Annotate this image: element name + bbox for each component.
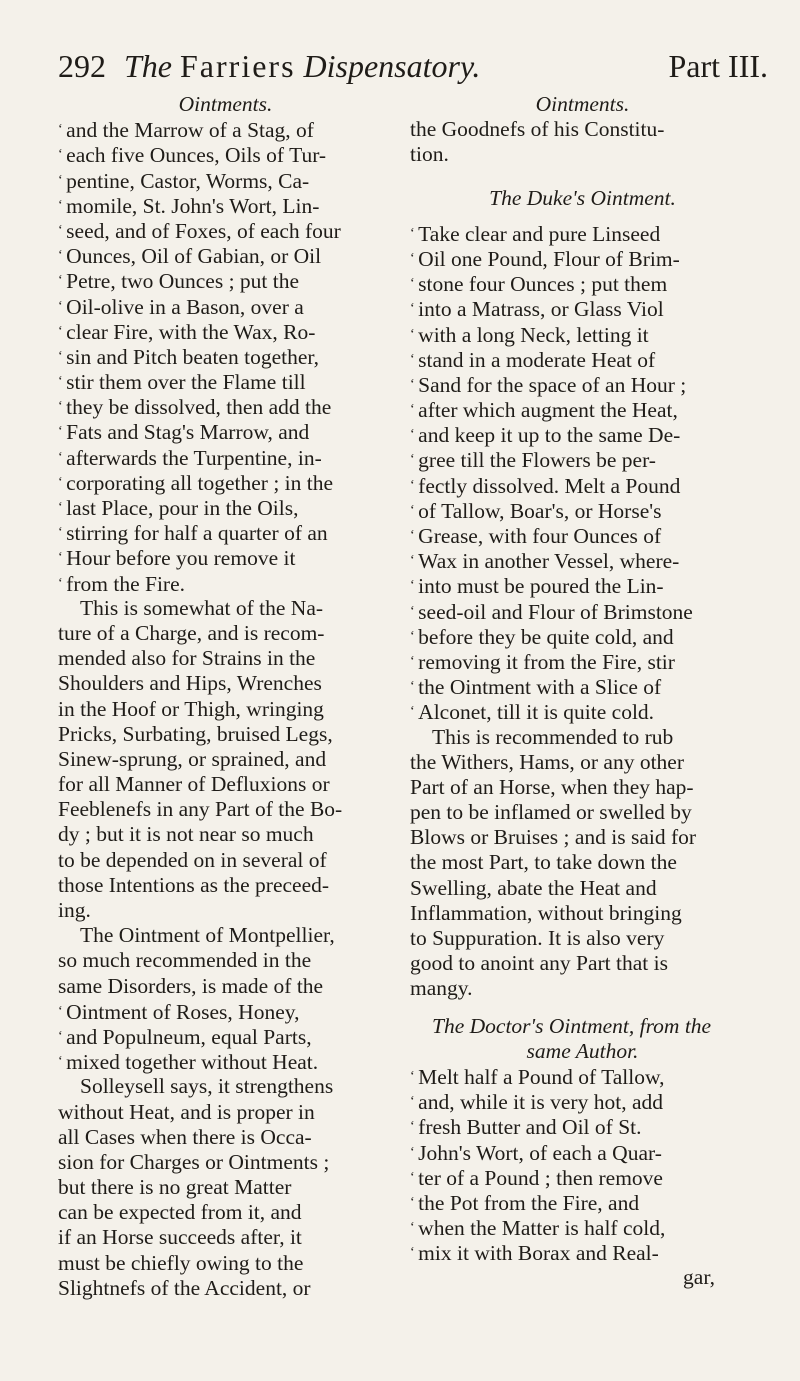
text-line: ‘ Oil one Pound, Flour of Brim- xyxy=(410,246,755,271)
text-line: Pricks, Surbating, bruised Legs, xyxy=(58,721,333,746)
text-line: ‘ pentine, Castor, Worms, Ca- xyxy=(58,168,393,193)
text-line: ‘ corporating all together ; in the xyxy=(58,470,393,495)
text-line: This is somewhat of the Na- xyxy=(80,595,324,620)
intro-line: tion. xyxy=(410,142,449,167)
catchword: gar, xyxy=(683,1265,715,1290)
text-line: This is recommended to rub xyxy=(432,724,674,749)
left-text-block xyxy=(58,117,393,1301)
page-number: 292 xyxy=(58,48,106,84)
text-line: ‘ after which augment the Heat, xyxy=(410,397,755,422)
right-column xyxy=(410,92,755,1291)
text-line: those Intentions as the preceed- xyxy=(58,872,330,897)
text-line: to be depended on in several of xyxy=(58,847,327,872)
text-line: in the Hoof or Thigh, wringing xyxy=(58,696,324,721)
text-line: ‘ Ounces, Oil of Gabian, or Oil xyxy=(58,243,393,268)
text-line: ‘ removing it from the Fire, stir xyxy=(410,649,755,674)
text-line: ‘ into a Matrass, or Glass Viol xyxy=(410,296,755,321)
text-line: if an Horse succeeds after, it xyxy=(58,1225,302,1250)
text-line: the Withers, Hams, or any other xyxy=(410,749,684,774)
text-line: the most Part, to take down the xyxy=(410,850,677,875)
text-line: sion for Charges or Ointments ; xyxy=(58,1149,330,1174)
text-line: Inflammation, without bringing xyxy=(410,900,682,925)
page-header xyxy=(58,44,768,88)
text-line: Blows or Bruises ; and is said for xyxy=(410,825,697,850)
text-line: ‘ Sand for the space of an Hour ; xyxy=(410,372,755,397)
text-line: ‘ stone four Ounces ; put them xyxy=(410,271,755,296)
text-line: ‘ Melt half a Pound of Tallow, xyxy=(410,1064,755,1089)
text-line: ‘ stir them over the Flame till xyxy=(58,369,393,394)
text-line: ‘ Wax in another Vessel, where- xyxy=(410,548,755,573)
text-line: must be chiefly owing to the xyxy=(58,1250,304,1275)
section-title-dukes-ointment: The Duke's Ointment. xyxy=(489,185,676,210)
dukes-ointment-text xyxy=(410,221,755,1002)
text-line: ‘ Oil-olive in a Bason, over a xyxy=(58,294,393,319)
text-line: Slightnefs of the Accident, or xyxy=(58,1275,311,1300)
text-line: ‘ they be dissolved, then add the xyxy=(58,394,393,419)
text-line: ‘ and keep it up to the same De- xyxy=(410,422,755,447)
text-line: for all Manner of Defluxions or xyxy=(58,772,330,797)
left-column xyxy=(58,92,393,1301)
doctors-ointment-text xyxy=(410,1064,755,1266)
text-line: ‘ Hour before you remove it xyxy=(58,545,393,570)
intro-line: the Goodnefs of his Constitu- xyxy=(410,117,665,142)
text-line: ‘ mix it with Borax and Real- xyxy=(410,1240,755,1265)
section-title-doctors-ointment: The Doctor's Ointment, from the xyxy=(432,1013,712,1038)
text-line: ‘ mixed together without Heat. xyxy=(58,1049,393,1074)
text-line: so much recommended in the xyxy=(58,948,312,973)
text-line: ‘ from the Fire. xyxy=(58,571,393,596)
text-line: pen to be inflamed or swelled by xyxy=(410,800,692,825)
text-line: mended also for Strains in the xyxy=(58,646,316,671)
text-line: ‘ into must be poured the Lin- xyxy=(410,573,755,598)
text-line: ing. xyxy=(58,898,91,922)
text-line: good to anoint any Part that is xyxy=(410,951,668,976)
right-running-head: Ointments. xyxy=(535,92,630,116)
text-line: ‘ stand in a moderate Heat of xyxy=(410,347,755,372)
text-line: ‘ Petre, two Ounces ; put the xyxy=(58,268,393,293)
text-line: same Disorders, is made of the xyxy=(58,973,324,998)
text-line: The Ointment of Montpellier, xyxy=(80,923,335,948)
text-line: ‘ fresh Butter and Oil of St. xyxy=(410,1114,755,1139)
text-line: ‘ last Place, pour in the Oils, xyxy=(58,495,393,520)
text-line: ‘ clear Fire, with the Wax, Ro- xyxy=(58,319,393,344)
title-dispensatory: Dispensatory. xyxy=(303,48,481,84)
text-line: ‘ stirring for half a quarter of an xyxy=(58,520,393,545)
text-line: Solleysell says, it strengthens xyxy=(80,1074,334,1099)
text-line: ‘ the Pot from the Fire, and xyxy=(410,1190,755,1215)
text-line: ‘ Grease, with four Ounces of xyxy=(410,523,755,548)
text-line: ‘ afterwards the Turpentine, in- xyxy=(58,445,393,470)
text-line: ‘ and Populneum, equal Parts, xyxy=(58,1024,393,1049)
text-line: Shoulders and Hips, Wrenches xyxy=(58,671,322,696)
text-line: ‘ when the Matter is half cold, xyxy=(410,1215,755,1240)
text-line: Sinew-sprung, or sprained, and xyxy=(58,746,327,771)
text-line: ‘ Alconet, till it is quite cold. xyxy=(410,699,755,724)
text-line: ‘ gree till the Flowers be per- xyxy=(410,447,755,472)
left-running-head: Ointments. xyxy=(178,92,273,116)
text-line: but there is no great Matter xyxy=(58,1175,292,1200)
text-line: Part of an Horse, when they hap- xyxy=(410,774,694,799)
title-the: The xyxy=(124,48,172,84)
text-line: ‘ and the Marrow of a Stag, of xyxy=(58,117,393,142)
text-line: Feeblenefs in any Part of the Bo- xyxy=(58,797,343,822)
text-line: dy ; but it is not near so much xyxy=(58,822,314,847)
text-line: ‘ seed, and of Foxes, of each four xyxy=(58,218,393,243)
text-line: ‘ and, while it is very hot, add xyxy=(410,1089,755,1114)
text-line: ‘ before they be quite cold, and xyxy=(410,624,755,649)
text-line: ‘ seed-oil and Flour of Brimstone xyxy=(410,599,755,624)
text-line: ‘ Fats and Stag's Marrow, and xyxy=(58,419,393,444)
text-line: ‘ Ointment of Roses, Honey, xyxy=(58,999,393,1024)
section-title-doctors-ointment-line2: same Author. xyxy=(526,1038,639,1063)
text-line: can be expected from it, and xyxy=(58,1200,302,1225)
text-line: ture of a Charge, and is recom- xyxy=(58,620,325,645)
text-line: to Suppuration. It is also very xyxy=(410,926,665,950)
text-line: ‘ of Tallow, Boar's, or Horse's xyxy=(410,498,755,523)
text-line: ‘ momile, St. John's Wort, Lin- xyxy=(58,193,393,218)
text-line: ‘ the Ointment with a Slice of xyxy=(410,674,755,699)
text-line: ‘ ter of a Pound ; then remove xyxy=(410,1165,755,1190)
text-line: all Cases when there is Occa- xyxy=(58,1124,312,1149)
text-line: ‘ with a long Neck, letting it xyxy=(410,322,755,347)
text-line: ‘ sin and Pitch beaten together, xyxy=(58,344,393,369)
title-farriers: Farriers xyxy=(180,48,296,84)
text-line: ‘ fectly dissolved. Melt a Pound xyxy=(410,473,755,498)
text-line: ‘ John's Wort, of each a Quar- xyxy=(410,1140,755,1165)
text-line: mangy. xyxy=(410,976,473,1001)
part-label: Part III. xyxy=(668,48,768,84)
text-line: without Heat, and is proper in xyxy=(58,1099,315,1124)
text-line: ‘ each five Ounces, Oils of Tur- xyxy=(58,142,393,167)
text-line: Swelling, abate the Heat and xyxy=(410,875,657,900)
text-line: ‘ Take clear and pure Linseed xyxy=(410,221,755,246)
